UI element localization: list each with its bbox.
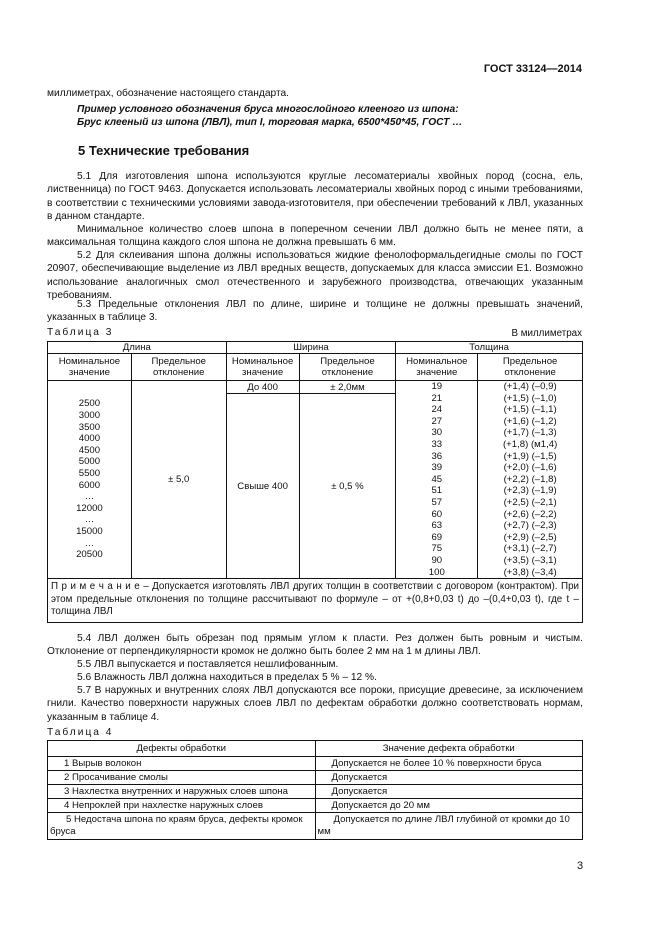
section-title: 5 Технические требования [78,143,250,158]
table4-caption: Таблица 4 [47,727,114,738]
thickness-nominal-cell: 19 21 24 27 30 33 36 39 45 51 57 60 63 69 75 90 100 [396,381,478,579]
length-nominal-cell: 2500 3000 3500 4000 4500 5000 5500 6000 … 12000 … 15000 … 20500 [48,381,132,579]
paragraph-5-1-layers: Минимальное количество слоев шпона в поперечном сечении ЛВЛ должно быть не менее пяти, а максимальная толщина каждого слоя шпона не должна превышать 6 мм. [47,224,583,249]
table3-note: П р и м е ч а н и е – Допускается изготовлять ЛВЛ других толщин в соответствии с договором (контрактом). При этом предельные отклонения по толщине рассчитывают по формуле – от +(0,8+0,03 t) до –(0,4+0,03 t), где t – толщина ЛВЛ [48,579,583,623]
page-number: 3 [577,860,584,872]
length-tolerance-cell: ± 5,0 [131,381,226,579]
defect-cell: 1 Вырыв волокон [48,757,316,771]
subheader: Номинальное значение [396,354,478,381]
defect-cell: 3 Нахлестка внутренних и наружных слоев шпона [48,785,316,799]
thickness-tolerance-cell: (+1,4) (–0,9) (+1,5) (–1,0) (+1,5) (–1,1) (+1,6) (–1,2) (+1,7) (–1,3) (+1,8) (м1,4) (+1,9) (–1,5) (+2,0) (–1,6) (+2,2) (–1,8) (+2,3) (–1,9) (+2,5) (–2,1) (+2,6) (–2,2) (+2,7) (–2,3) (+2,9) (–2,5) (+3,1) (–2,7) (+3,5) (–3,1) (+3,8) (–3,4) [478,381,583,579]
table-3 [47,341,583,623]
standard-code: ГОСТ 33124—2014 [483,63,582,75]
width-nominal-upto-400: До 400 [226,381,299,394]
width-nominal-over-400: Свыше 400 [226,394,299,579]
value-cell: Допускается [315,771,583,785]
subheader: Предельное отклонение [131,354,226,381]
defect-cell: 4 Непроклей при нахлестке наружных слоев [48,799,316,813]
value-cell: Допускается до 20 мм [315,799,583,813]
paragraph-5-5: 5.5 ЛВЛ выпускается и поставляется нешлифованным. [77,659,339,670]
subheader: Номинальное значение [48,354,132,381]
subheader: Номинальное значение [226,354,299,381]
table3-units: В миллиметрах [511,328,582,339]
paragraph-5-7: 5.7 В наружных и внутренних слоях ЛВЛ допускаются все пороки, присущие древесине, за исключением гнили. Качество поверхности наружных слоев ЛВЛ по дефектам обработки должно соответствовать нормам, указанным в таблице 4. [47,685,583,723]
group-thickness: Толщина [396,342,583,354]
value-cell: Допускается по длине ЛВЛ глубиной от кромки до 10 мм [315,813,583,840]
group-length: Длина [48,342,227,354]
header-defects: Дефекты обработки [48,741,316,757]
value-cell: Допускается [315,785,583,799]
group-width: Ширина [226,342,396,354]
width-tolerance-upto-400: ± 2,0мм [299,381,396,394]
intro-line: миллиметрах, обозначение настоящего стандарта. [47,88,290,99]
example-line-1: Пример условного обозначения бруса многослойного клееного из шпона: [77,104,459,115]
table-4 [47,740,583,840]
paragraph-5-3: 5.3 Предельные отклонения ЛВЛ по длине, ширине и толщине не должны превышать значений, указанных в таблице 3. [47,299,583,324]
table3-caption: Таблица 3 [47,327,114,338]
paragraph-5-2: 5.2 Для склеивания шпона должны использоваться жидкие фенолоформальдегидные смолы по ГОСТ 20907, обеспечивающие выделение из ЛВЛ вредных веществ, допускаемых для класса эмиссии Е1. Возможно использование аналогичных смол отечественного и зарубежного производства, отвечающих указанным требованиям. [47,250,583,301]
header-value: Значение дефекта обработки [315,741,583,757]
value-cell: Допускается не более 10 % поверхности бруса [315,757,583,771]
width-tolerance-over-400: ± 0,5 % [299,394,396,579]
subheader: Предельное отклонение [478,354,583,381]
paragraph-5-1: 5.1 Для изготовления шпона используются круглые лесоматериалы хвойных пород (сосна, ель, лиственница) по ГОСТ 9463. Допускается использовать лесоматериалы хвойных пород с иными требованиями, в соответствии с техническими условиями завода-изготовителя, при обеспечении требований к ЛВЛ, указанных в данном стандарте. [47,171,583,222]
defect-cell: 2 Просачивание смолы [48,771,316,785]
paragraph-5-6: 5.6 Влажность ЛВЛ должна находиться в пределах 5 % – 12 %. [77,672,377,683]
paragraph-5-4: 5.4 ЛВЛ должен быть обрезан под прямым углом к пласти. Рез должен быть ровным и чистым. Отклонение от перпендикулярности кромок не должно быть более 2 мм на 1 м длины ЛВЛ. [47,633,583,658]
defect-cell: 5 Недостача шпона по краям бруса, дефекты кромок бруса [48,813,316,840]
subheader: Предельное отклонение [299,354,396,381]
example-line-2: Брус клееный из шпона (ЛВЛ), тип I, торговая марка, 6500*450*45, ГОСТ … [77,117,463,128]
